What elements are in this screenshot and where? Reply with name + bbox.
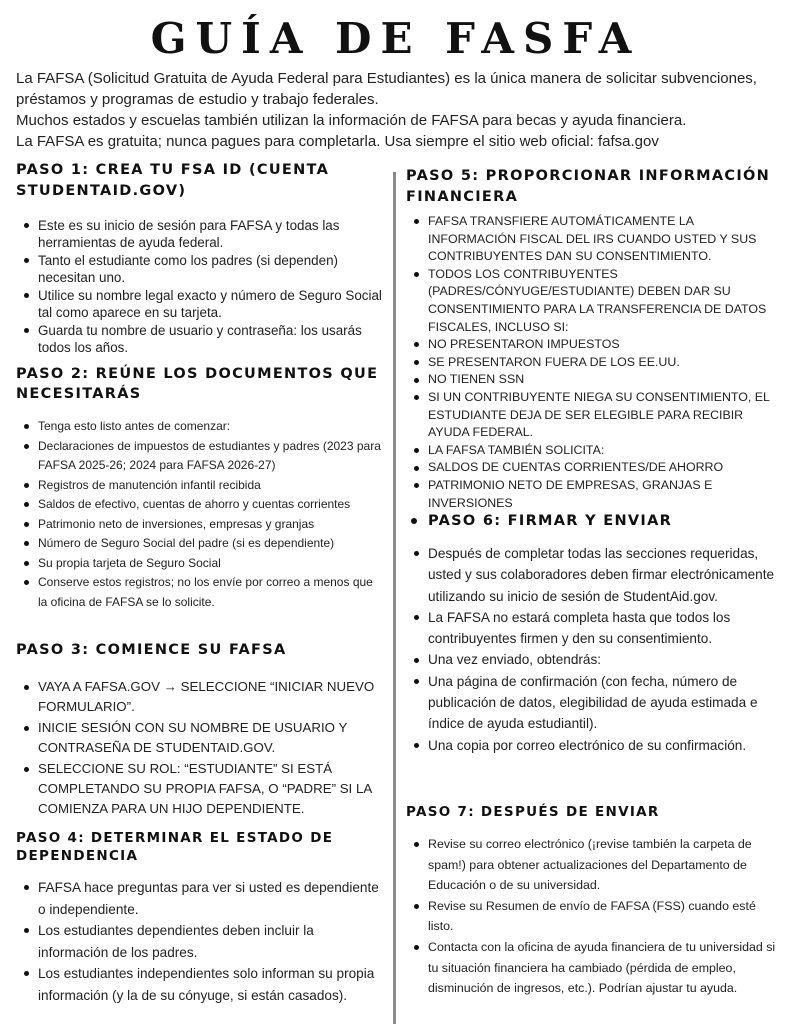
bullet-icon [411, 518, 417, 524]
step-4-heading: PASO 4: DETERMINAR EL ESTADO DE DEPENDENCIA [16, 830, 334, 864]
list-item: SI UN CONTRIBUYENTE NIEGA SU CONSENTIMIENTO, EL ESTUDIANTE DEJA DE SER ELEGIBLE PARA RECIBIR AYUDA FEDERAL. [406, 389, 778, 442]
list-item: Contacta con la oficina de ayuda financiera de tu universidad si tu situación financiera ha cambiado (pérdida de empleo, disminución de ingresos, etc.). Podrían ajustar tu ayuda. [406, 937, 778, 999]
list-item: Revise su correo electrónico (¡revise también la carpeta de spam!) para obtener actualizaciones del Departamento de Educación o de su universidad. [406, 834, 778, 896]
list-item: Guarda tu nombre de usuario y contraseña: los usarás todos los años. [16, 322, 384, 356]
step-4-list [16, 877, 384, 1006]
list-item: La FAFSA no estará completa hasta que todos los contribuyentes firmen y den su consentimiento. [406, 607, 778, 650]
step-6-heading [406, 512, 778, 530]
list-item: Después de completar todas las secciones requeridas, usted y sus colaboradores deben firmar electrónicamente utilizando su inicio de sesión de StudentAid.gov. [406, 543, 778, 607]
step-2-section [16, 364, 384, 612]
intro-line: La FAFSA es gratuita; nunca pagues para completarla. Usa siempre el sitio web oficial: fafsa.gov [16, 133, 659, 150]
list-item: SE PRESENTARON FUERA DE LOS EE.UU. [406, 354, 778, 372]
list-item: Declaraciones de impuestos de estudiantes y padres (2023 para FAFSA 2025-26; 2024 para FAFSA 2026-27) [16, 437, 384, 476]
list-item: VAYA A FAFSA.GOV → SELECCIONE “INICIAR NUEVO FORMULARIO”. [16, 677, 384, 717]
step-3-section [16, 641, 384, 819]
list-item: Patrimonio neto de inversiones, empresas y granjas [16, 515, 384, 535]
list-item: Los estudiantes independientes solo informan su propia información (y la de su cónyuge, si están casados). [16, 963, 384, 1006]
list-item: Su propia tarjeta de Seguro Social [16, 554, 384, 574]
list-item: INICIE SESIÓN CON SU NOMBRE DE USUARIO Y CONTRASEÑA DE STUDENTAID.GOV. [16, 718, 384, 758]
intro-line: Muchos estados y escuelas también utilizan la información de FAFSA para becas y ayuda financiera. [16, 112, 687, 129]
list-item: Una página de confirmación (con fecha, número de publicación de datos, elegibilidad de ayuda estimada e índice de ayuda estudiantil). [406, 671, 778, 735]
step-5-list [406, 213, 778, 512]
step-7-list [406, 834, 778, 999]
list-item: Este es su inicio de sesión para FAFSA y todas las herramientas de ayuda federal. [16, 217, 384, 251]
step-7-section [406, 803, 778, 999]
list-item: Los estudiantes dependientes deben incluir la información de los padres. [16, 920, 384, 963]
step-6-section [406, 512, 778, 756]
step-1-section [16, 160, 384, 356]
intro [16, 68, 776, 152]
list-item: Tanto el estudiante como los padres (si dependen) necesitan uno. [16, 252, 384, 286]
list-item: PATRIMONIO NETO DE EMPRESAS, GRANJAS E INVERSIONES [406, 477, 778, 512]
step-3-heading: PASO 3: COMIENCE SU FAFSA [16, 642, 287, 658]
step-5-section [406, 166, 778, 512]
list-item: FAFSA hace preguntas para ver si usted es dependiente o independiente. [16, 877, 384, 920]
list-item: Tenga esto listo antes de comenzar: [16, 417, 384, 437]
list-item: LA FAFSA TAMBIÉN SOLICITA: [406, 442, 778, 460]
list-item: Conserve estos registros; no los envíe por correo a menos que la oficina de FAFSA se lo solicite. [16, 573, 384, 612]
step-6-list [406, 543, 778, 756]
intro-line: La FAFSA (Solicitud Gratuita de Ayuda Federal para Estudiantes) es la única manera de solicitar subvenciones, préstamos y programas de estudio y trabajo federales. [16, 70, 757, 108]
list-item: Revise su Resumen de envío de FAFSA (FSS) cuando esté listo. [406, 896, 778, 937]
list-item: NO TIENEN SSN [406, 371, 778, 389]
step-4-section [16, 829, 384, 1006]
step-2-heading: PASO 2: REÚNE LOS DOCUMENTOS QUE NECESITARÁS [16, 366, 379, 402]
column-divider [393, 172, 396, 1024]
step-7-heading: PASO 7: DESPUÉS DE ENVIAR [406, 804, 660, 820]
step-3-list [16, 677, 384, 819]
step-2-list [16, 417, 384, 612]
list-item: Número de Seguro Social del padre (si es dependiente) [16, 534, 384, 554]
list-item: NO PRESENTARON IMPUESTOS [406, 336, 778, 354]
list-item: Saldos de efectivo, cuentas de ahorro y cuentas corrientes [16, 495, 384, 515]
list-item: SELECCIONE SU ROL: “ESTUDIANTE” SI ESTÁ COMPLETANDO SU PROPIA FAFSA, O “PADRE” SI LA COMIENZA PARA UN HIJO DEPENDIENTE. [16, 759, 384, 819]
list-item: Una vez enviado, obtendrás: [406, 649, 778, 670]
list-item: SALDOS DE CUENTAS CORRIENTES/DE AHORRO [406, 459, 778, 477]
page-title: GUÍA DE FASFA [150, 14, 641, 63]
list-item: Una copia por correo electrónico de su confirmación. [406, 735, 778, 756]
step-6-heading-text: PASO 6: FIRMAR Y ENVIAR [428, 513, 673, 529]
list-item: FAFSA TRANSFIERE AUTOMÁTICAMENTE LA INFORMACIÓN FISCAL DEL IRS CUANDO USTED Y SUS CONTRIBUYENTES DAN SU CONSENTIMIENTO. [406, 213, 778, 266]
list-item: TODOS LOS CONTRIBUYENTES (PADRES/CÓNYUGE/ESTUDIANTE) DEBEN DAR SU CONSENTIMIENTO PARA LA TRANSFERENCIA DE DATOS FISCALES, INCLUSO SI: [406, 266, 778, 336]
step-1-heading: PASO 1: CREA TU FSA ID (CUENTA STUDENTAID.GOV) [16, 162, 330, 199]
step-5-heading: PASO 5: PROPORCIONAR INFORMACIÓN FINANCIERA [406, 168, 771, 205]
list-item: Utilice su nombre legal exacto y número de Seguro Social tal como aparece en su tarjeta. [16, 287, 384, 321]
step-1-list [16, 217, 384, 356]
list-item: Registros de manutención infantil recibida [16, 476, 384, 496]
